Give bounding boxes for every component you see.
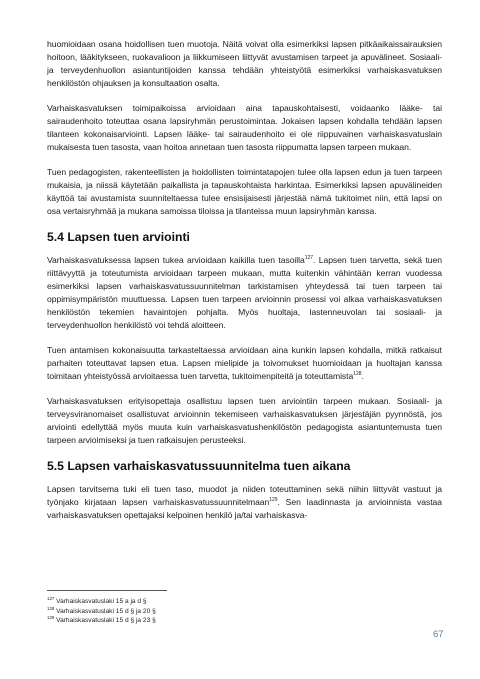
text-segment: Tuen antamisen kokonaisuutta tarkasteltaessa arvioidaan aina kunkin lapsen kohdalla, mitkä ratkaisut parhaiten toteuttavat lapsen etua. Lapsen mielipide ja toivomukset huomioidaan ja huoltajan kanssa toimitaan yhteistyössä arvioitaessa tuen tarvetta, tukitoimenpiteitä ja toteuttamista	[47, 345, 442, 381]
footnote-127	[47, 597, 347, 607]
footnote-ref-127[interactable]: 127	[304, 255, 313, 262]
text-segment: . Lapsen tuen tarvetta, sekä tuen riittävyyttä ja toteutumista arvioidaan tarpeen mukaan, mutta kuitenkin vähintään kerran vuodessa esimerkiksi lapsen varhaiskasvatussuunnitelman tarkistamisen yhteydessä tai tuen tarpeen tai oppimisympäristön muuttuessa. Lapsen tuen tarpeen arvioinnin prosessi voi alkaa varhaiskasvatuksen henkilöstön tekemien havaintojen pohjalta. Myös huoltaja, lastenneuvolan tai sosiaali- ja terveydenhuollon henkilöstö voi tehdä aloitteen.	[47, 255, 443, 330]
text-segment: Varhaiskasvatuksessa lapsen tukea arvioidaan kaikilla tuen tasoilla	[47, 255, 305, 265]
paragraph-special-teacher: Varhaiskasvatuksen erityisopettaja osallistuu lapsen tuen arviointiin tarpeen mukaan. Sosiaali- ja terveysviranomaiset osallistuvat arvioinnin tekemiseen varhaiskasvatuksen järjestäjän pyynnöstä, jos arviointi edellyttää myös muuta kuin varhaiskasvatushenkilöstön pedagogista asiantuntemusta tuen tarpeen arvioimiseksi ja tuen ratkaisujen perusteeksi.	[47, 396, 442, 445]
document-page	[47, 38, 442, 534]
paragraph-child-best-interest	[47, 344, 442, 383]
footnote-divider	[47, 590, 167, 591]
footnote-129	[47, 616, 347, 626]
footnote-128	[47, 607, 347, 617]
footnote-ref-128[interactable]: 128	[353, 371, 362, 378]
text-segment: . Sen laadinnasta ja arvioinnista vastaa varhaiskasvatuksen opettajaksi kelpoinen henkilö ja/tai varhaiskasva-	[47, 497, 442, 520]
paragraph-support-assessment	[47, 254, 442, 332]
section-heading-5-4: 5.4 Lapsen tuen arviointi	[47, 230, 190, 244]
text-segment: .	[361, 371, 364, 381]
paragraph-medication-assessment: Varhaiskasvatuksen toimipaikoissa arvioidaan aina tapauskohtaisesti, voidaanko lääke- tai sairaudenhoito toteuttaa osana lapsiryhmän perustoimintaa. Jokaisen lapsen kohdalla tehdään lapsen tilanteen kokonaisarviointi. Lapsen lääke- tai sairaudenhoito ei ole riippuvainen varhaiskasvatuslain mukaisesta tuen tasosta, vaan hoitoa annetaan tuen tasosta riippumatta lapsen tarpeen mukaan.	[47, 103, 442, 152]
footnote-text: Varhaiskasvatuslaki 15 a ja d §	[54, 598, 147, 605]
text-segment: Lapsen tarvitsema tuki eli tuen taso, muodot ja niiden toteuttaminen sekä niihin liittyvät vastuut ja työnjako kirjataan lapsen varhaiskasvatussuunnitelmaan	[47, 484, 442, 507]
footnote-number: 128	[47, 605, 55, 611]
footnote-text: Varhaiskasvatuslaki 15 d § ja 23 §	[54, 617, 156, 624]
footnote-ref-129[interactable]: 129	[269, 497, 278, 504]
paragraph-care-support: huomioidaan osana hoidollisen tuen muotoja. Näitä voivat olla esimerkiksi lapsen pitkäaikaissairauksien hoitoon, lääkitykseen, ruokavalioon ja liikkumiseen liittyvät avustamisen tarpeet ja apuvälineet. Sosiaali- ja terveydenhuollon asiantuntijoiden kanssa tehdään yhteistyötä esimerkiksi varhaiskasvatuksen henkilöstön ohjauksen ja konsultaation osalta.	[47, 39, 442, 88]
footnote-number: 127	[47, 595, 55, 601]
footnote-number: 129	[47, 614, 55, 620]
paragraph-pedagogical-practices: Tuen pedagogisten, rakenteellisten ja hoidollisten toimintatapojen tulee olla lapsen edun ja tuen tarpeen mukaisia, ja niissä käytetään paikallista ja tapauskohtaista harkintaa. Esimerkiksi lapsen apuvälineiden käyttöä tai avustamista suunniteltaessa tulee ensisijaisesti järjestää nämä tukitoimet niin, että lapsi on osa vertaisryhmää ja mukana samoissa tiloissa ja tilanteissa muun lapsiryhmän kanssa.	[47, 167, 442, 216]
page-number: 67	[433, 629, 444, 640]
paragraph-ecec-plan	[47, 483, 442, 522]
footnote-text: Varhaiskasvatuslaki 15 d § ja 20 §	[54, 607, 156, 615]
footnotes	[47, 597, 347, 626]
section-heading-5-5: 5.5 Lapsen varhaiskasvatussuunnitelma tuen aikana	[47, 459, 351, 473]
